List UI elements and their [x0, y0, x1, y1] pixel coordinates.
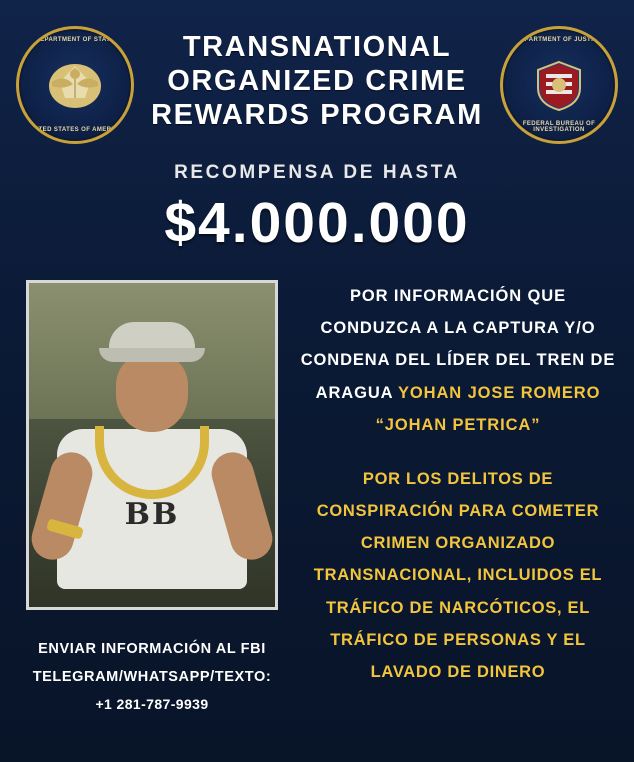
- title-line-1: TRANSNATIONAL: [182, 31, 452, 63]
- contact-line-1: ENVIAR INFORMACIÓN AL FBI: [38, 641, 266, 657]
- eagle-emblem-icon: [42, 52, 108, 118]
- state-seal-ring-bottom: UNITED STATES OF AMERICA: [27, 127, 123, 133]
- state-seal-ring-top: DEPARTMENT OF STATE: [35, 37, 115, 43]
- charges-text: POR LOS DELITOS DE CONSPIRACIÓN PARA COMETER CRIMEN ORGANIZADO TRANSNACIONAL, INCLUIDOS EL TRÁFICO DE NARCÓTICOS, EL TRÁFICO DE PERSONAS Y EL LAVADO DE DINERO: [313, 469, 603, 681]
- reward-amount: $4.000.000: [164, 191, 470, 255]
- fbi-shield-icon: [526, 52, 592, 118]
- poster-header: [0, 0, 634, 144]
- fbi-seal: [500, 26, 618, 144]
- photo-subject-face: [116, 354, 188, 432]
- contact-block: [18, 636, 286, 718]
- poster-title: [134, 26, 500, 133]
- reward-lead-text: [300, 280, 616, 441]
- title-line-2: ORGANIZED CRIME: [167, 65, 467, 98]
- fbi-seal-ring-bottom: FEDERAL BUREAU OF INVESTIGATION: [522, 121, 596, 133]
- department-of-state-seal: [16, 26, 134, 144]
- fbi-seal-ring-top: DEPARTMENT OF JUSTICE: [515, 37, 603, 43]
- contact-phone[interactable]: +1 281-787-9939: [95, 696, 209, 713]
- subject-name: YOHAN JOSE ROMERO “JOHAN PETRICA”: [375, 383, 601, 434]
- subject-photo: [26, 280, 278, 610]
- photo-column: [18, 280, 286, 718]
- poster-body: [0, 280, 634, 718]
- reward-lead-sentence: POR INFORMACIÓN QUE CONDUZCA A LA CAPTURA Y/O CONDENA DEL LÍDER DEL TREN DE ARAGUA: [300, 287, 616, 402]
- reward-subtitle: RECOMPENSA DE HASTA: [174, 162, 460, 183]
- reward-text-column: [286, 280, 616, 718]
- title-line-3: REWARDS PROGRAM: [151, 99, 483, 132]
- photo-shirt-text: BB: [124, 496, 180, 532]
- contact-line-2: TELEGRAM/WHATSAPP/TEXTO:: [32, 668, 272, 685]
- photo-subject-cap: [109, 322, 195, 356]
